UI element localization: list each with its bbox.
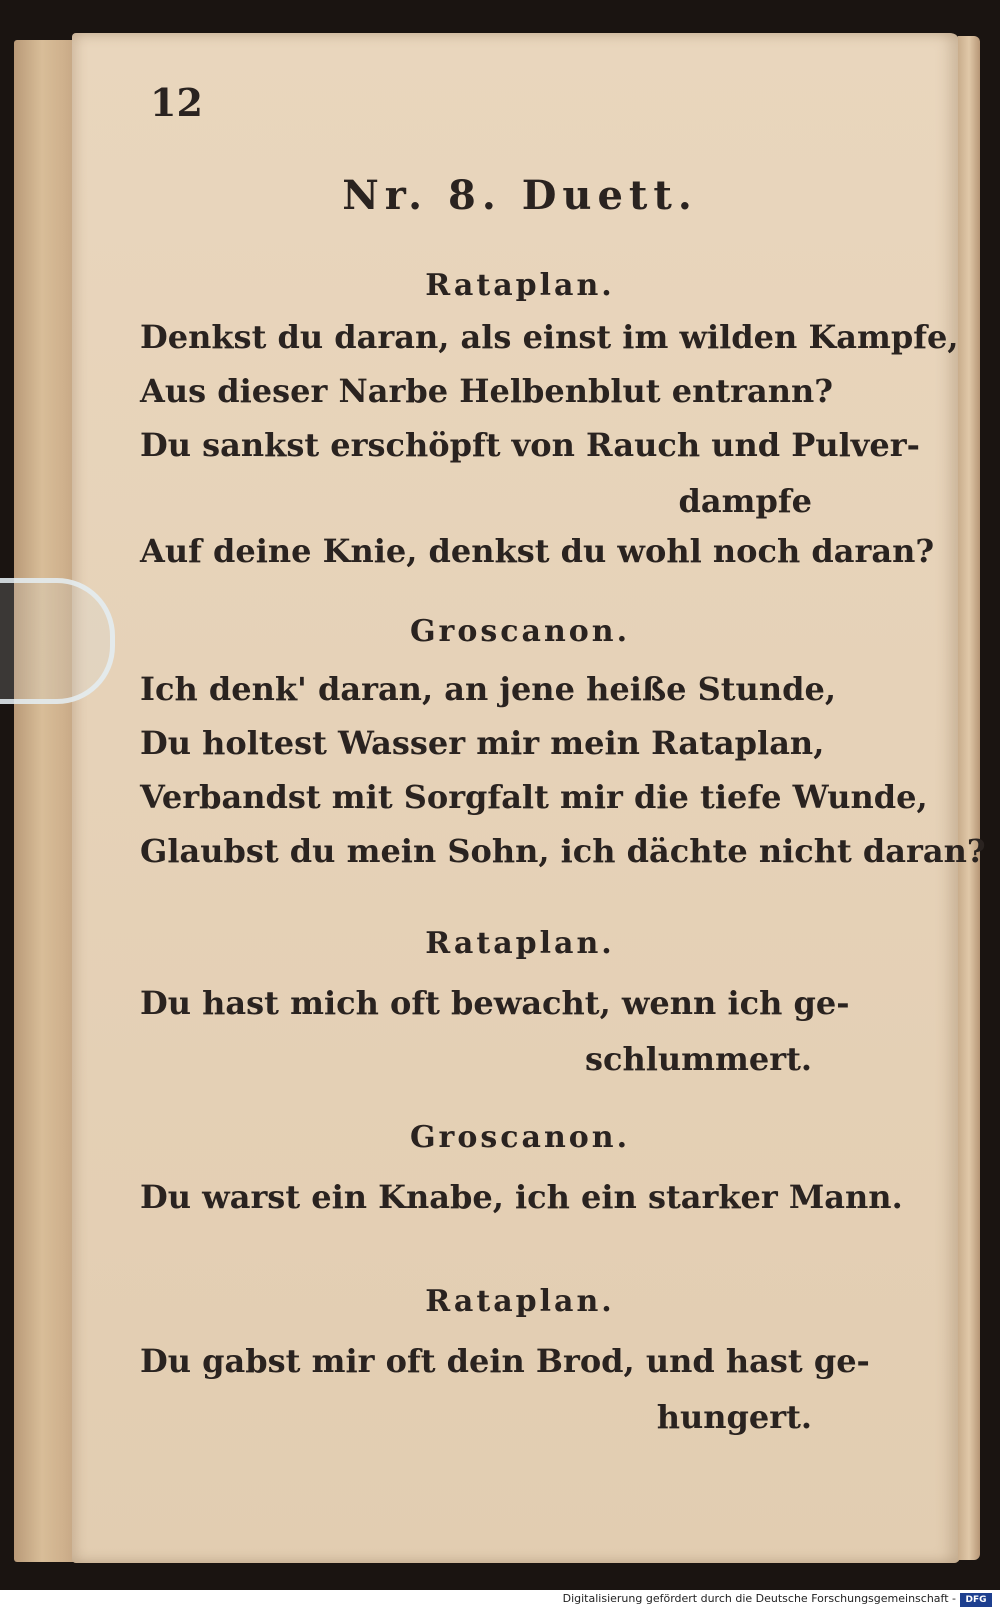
verse-line: Du warst ein Knabe, ich ein starker Mann.	[140, 1178, 903, 1216]
verse-line: Verbandst mit Sorgfalt mir die tiefe Wunde,	[140, 778, 928, 816]
verse-line: Du gabst mir oft dein Brod, und hast ge-	[140, 1342, 870, 1380]
verse-line: Denkst du daran, als einst im wilden Kampfe,	[140, 318, 959, 356]
verse-line: Du hast mich oft bewacht, wenn ich ge-	[140, 984, 850, 1022]
verse-line: Glaubst du mein Sohn, ich dächte nicht daran?	[140, 832, 986, 870]
verse-line: Auf deine Knie, denkst du wohl noch daran?	[140, 532, 935, 570]
verse-line-continuation: schlummert.	[584, 1040, 812, 1078]
verse-line: Du sankst erschöpft von Rauch und Pulver-	[140, 426, 920, 464]
verse-line: Du holtest Wasser mir mein Rataplan,	[140, 724, 825, 762]
speaker-name: Rataplan.	[425, 268, 615, 303]
verse-line: Aus dieser Narbe Helbenblut entrann?	[140, 372, 833, 410]
digitization-credit: Digitalisierung gefördert durch die Deutsche Forschungsgemeinschaft -	[562, 1592, 956, 1605]
speaker-name: Groscanon.	[409, 1120, 631, 1155]
speaker-name: Rataplan.	[425, 926, 615, 961]
speaker-name: Groscanon.	[409, 614, 631, 649]
speaker-name: Rataplan.	[425, 1284, 615, 1319]
verse-line-continuation: dampfe	[678, 482, 812, 520]
page-title: Nr. 8. Duett.	[342, 172, 698, 219]
dfg-logo: DFG	[960, 1593, 992, 1607]
verse-line-continuation: hungert.	[656, 1398, 812, 1436]
page-number: 12	[150, 80, 203, 125]
verse-line: Ich denk' daran, an jene heiße Stunde,	[140, 670, 836, 708]
